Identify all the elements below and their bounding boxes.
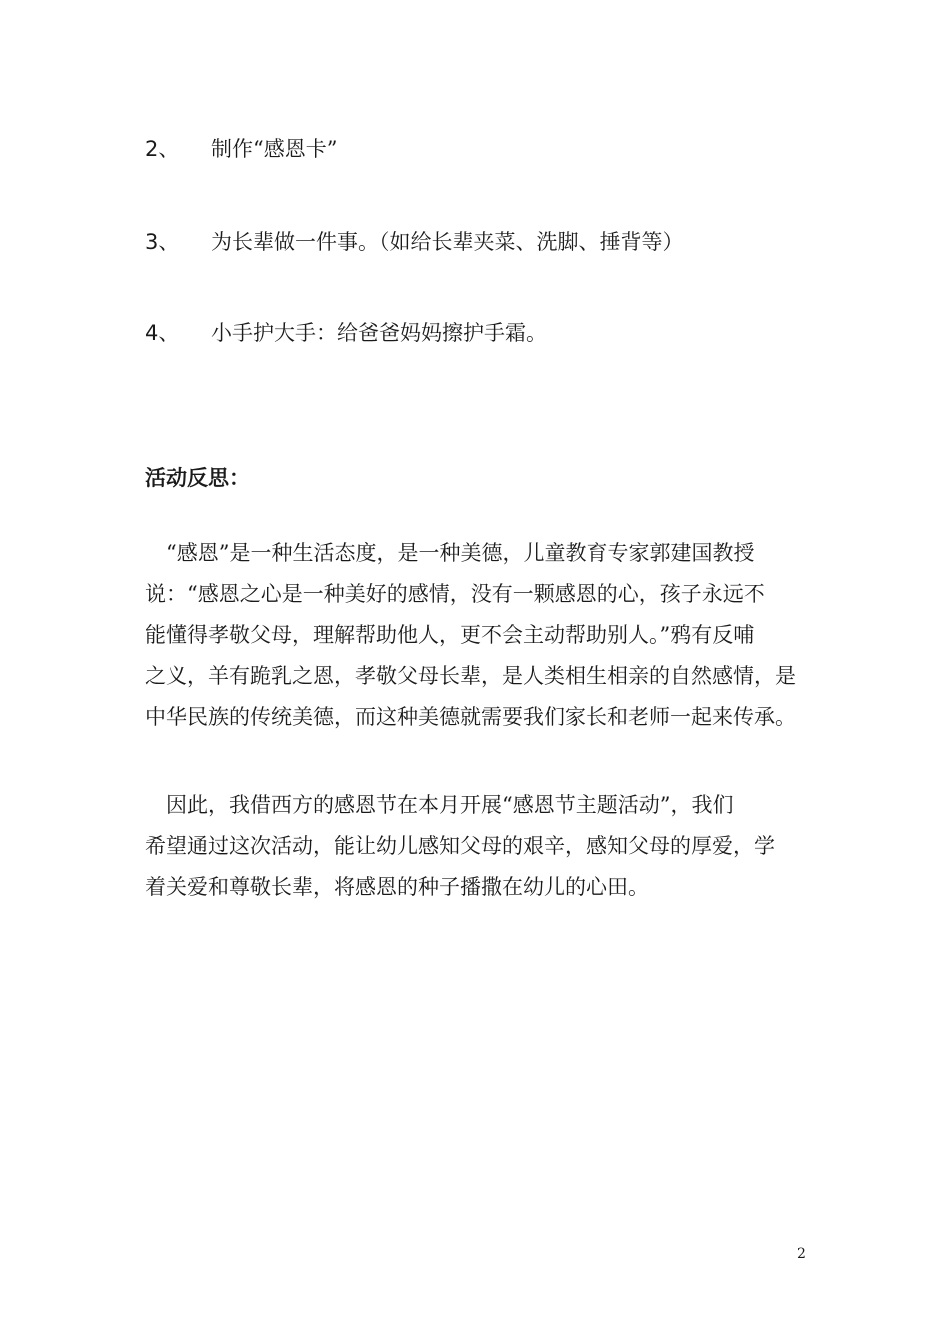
list-text: 为长辈做一件事。（如给长辈夹菜、洗脚、捶背等） bbox=[211, 230, 684, 254]
list-item bbox=[145, 227, 684, 257]
page-number: 2 bbox=[797, 1246, 806, 1262]
paragraph-line: 着关爱和尊敬长辈，将感恩的种子播撒在幼儿的心田。 bbox=[145, 875, 649, 899]
paragraph bbox=[145, 533, 820, 738]
paragraph-line: 因此，我借西方的感恩节在本月开展“感恩节主题活动”，我们 bbox=[145, 793, 734, 817]
list-item bbox=[145, 318, 547, 348]
list-text: 小手护大手：给爸爸妈妈擦护手霜。 bbox=[211, 321, 547, 345]
list-number: 2、 bbox=[145, 137, 180, 161]
paragraph-line: 中华民族的传统美德，而这种美德就需要我们家长和老师一起来传承。 bbox=[145, 705, 796, 729]
section-heading: 活动反思： bbox=[145, 466, 250, 490]
paragraph-line: 希望通过这次活动，能让幼儿感知父母的艰辛，感知父母的厚爱，学 bbox=[145, 834, 775, 858]
paragraph-line: “感恩”是一种生活态度，是一种美德，儿童教育专家郭建国教授 bbox=[145, 541, 755, 565]
list-text: 制作“感恩卡” bbox=[211, 137, 338, 161]
paragraph-line: 说：“感恩之心是一种美好的感情，没有一颗感恩的心，孩子永远不 bbox=[145, 582, 765, 606]
list-item bbox=[145, 134, 337, 164]
paragraph-line: 能懂得孝敬父母，理解帮助他人，更不会主动帮助别人。”鸦有反哺 bbox=[145, 623, 755, 647]
paragraph-line: 之义，羊有跪乳之恩，孝敬父母长辈，是人类相生相亲的自然感情，是 bbox=[145, 664, 796, 688]
list-number: 3、 bbox=[145, 230, 180, 254]
paragraph bbox=[145, 785, 820, 908]
list-number: 4、 bbox=[145, 321, 180, 345]
